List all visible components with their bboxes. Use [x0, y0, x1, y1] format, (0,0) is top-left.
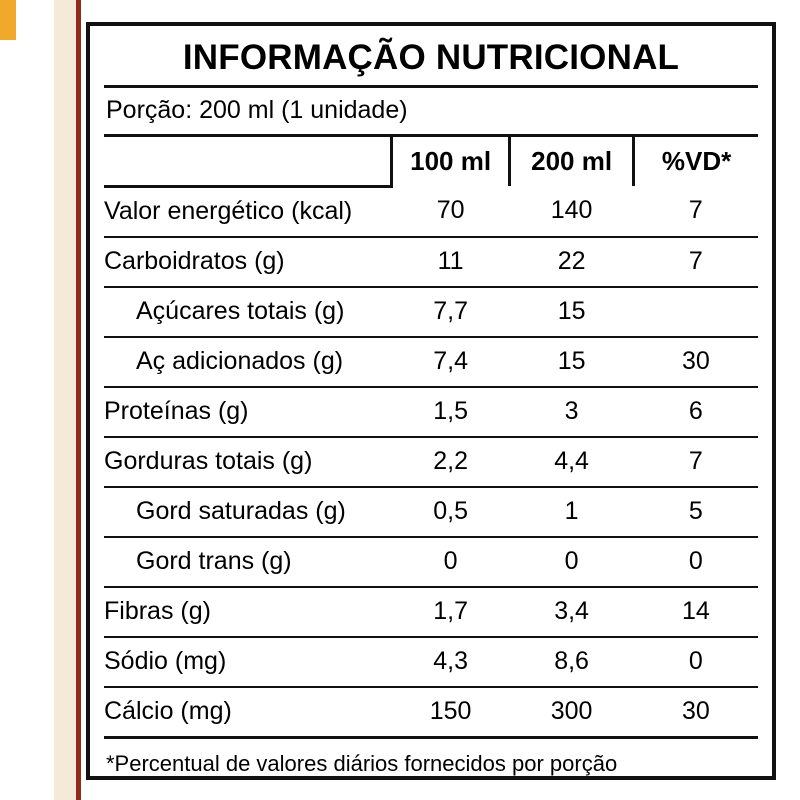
- row-nutrient-name: Gord saturadas (g): [104, 487, 392, 537]
- row-nutrient-name: Proteínas (g): [104, 387, 392, 437]
- table-row: [104, 437, 758, 487]
- row-value-100ml: 70: [392, 186, 510, 237]
- package-edge-yellow-block: [0, 0, 16, 40]
- header-per-200ml: 200 ml: [509, 137, 633, 187]
- row-value-200ml: 0: [509, 537, 633, 587]
- table-row: [104, 687, 758, 738]
- package-edge-cream-strip: [54, 0, 76, 800]
- row-value-200ml: 4,4: [509, 437, 633, 487]
- header-nutrient: [104, 137, 392, 187]
- row-value-200ml: 140: [509, 186, 633, 237]
- table-row: [104, 587, 758, 637]
- package-edge-red-strip: [76, 0, 81, 800]
- row-value-200ml: 8,6: [509, 637, 633, 687]
- row-value-vd: 7: [634, 186, 758, 237]
- table-row: [104, 337, 758, 387]
- row-nutrient-name: Fibras (g): [104, 587, 392, 637]
- table-row: [104, 487, 758, 537]
- nutrition-table: [104, 137, 758, 739]
- row-value-100ml: 11: [392, 237, 510, 287]
- row-value-vd: 5: [634, 487, 758, 537]
- table-row: [104, 186, 758, 237]
- row-value-200ml: 15: [509, 287, 633, 337]
- row-value-200ml: 1: [509, 487, 633, 537]
- table-row: [104, 287, 758, 337]
- row-value-100ml: 1,7: [392, 587, 510, 637]
- row-value-100ml: 7,7: [392, 287, 510, 337]
- row-value-vd: 7: [634, 237, 758, 287]
- row-value-100ml: 7,4: [392, 337, 510, 387]
- row-value-200ml: 300: [509, 687, 633, 738]
- row-value-200ml: 22: [509, 237, 633, 287]
- row-value-200ml: 3: [509, 387, 633, 437]
- row-value-vd: [634, 287, 758, 337]
- header-per-100ml: 100 ml: [392, 137, 510, 187]
- header-percent-vd: %VD*: [634, 137, 758, 187]
- table-row: [104, 537, 758, 587]
- row-nutrient-name: Açúcares totais (g): [104, 287, 392, 337]
- row-nutrient-name: Carboidratos (g): [104, 237, 392, 287]
- table-row: [104, 237, 758, 287]
- row-value-100ml: 150: [392, 687, 510, 738]
- row-value-vd: 6: [634, 387, 758, 437]
- nutrition-table-body: [104, 186, 758, 737]
- row-nutrient-name: Gorduras totais (g): [104, 437, 392, 487]
- row-nutrient-name: Cálcio (mg): [104, 687, 392, 738]
- row-value-vd: 0: [634, 537, 758, 587]
- row-value-vd: 0: [634, 637, 758, 687]
- table-header-row: [104, 137, 758, 187]
- row-value-vd: 30: [634, 337, 758, 387]
- row-nutrient-name: Sódio (mg): [104, 637, 392, 687]
- row-value-100ml: 0,5: [392, 487, 510, 537]
- serving-size-text: Porção: 200 ml (1 unidade): [106, 96, 408, 124]
- row-value-vd: 14: [634, 587, 758, 637]
- table-row: [104, 387, 758, 437]
- row-value-100ml: 1,5: [392, 387, 510, 437]
- row-nutrient-name: Valor energético (kcal): [104, 186, 392, 237]
- row-value-200ml: 15: [509, 337, 633, 387]
- row-value-100ml: 0: [392, 537, 510, 587]
- nutrition-facts-panel: [86, 22, 776, 780]
- row-nutrient-name: Gord trans (g): [104, 537, 392, 587]
- row-nutrient-name: Aç adicionados (g): [104, 337, 392, 387]
- table-row: [104, 637, 758, 687]
- row-value-100ml: 2,2: [392, 437, 510, 487]
- footnote-text: *Percentual de valores diários fornecidos por porção: [106, 750, 618, 776]
- row-value-200ml: 3,4: [509, 587, 633, 637]
- row-value-vd: 7: [634, 437, 758, 487]
- panel-title: INFORMAÇÃO NUTRICIONAL: [182, 38, 680, 77]
- row-value-vd: 30: [634, 687, 758, 738]
- row-value-100ml: 4,3: [392, 637, 510, 687]
